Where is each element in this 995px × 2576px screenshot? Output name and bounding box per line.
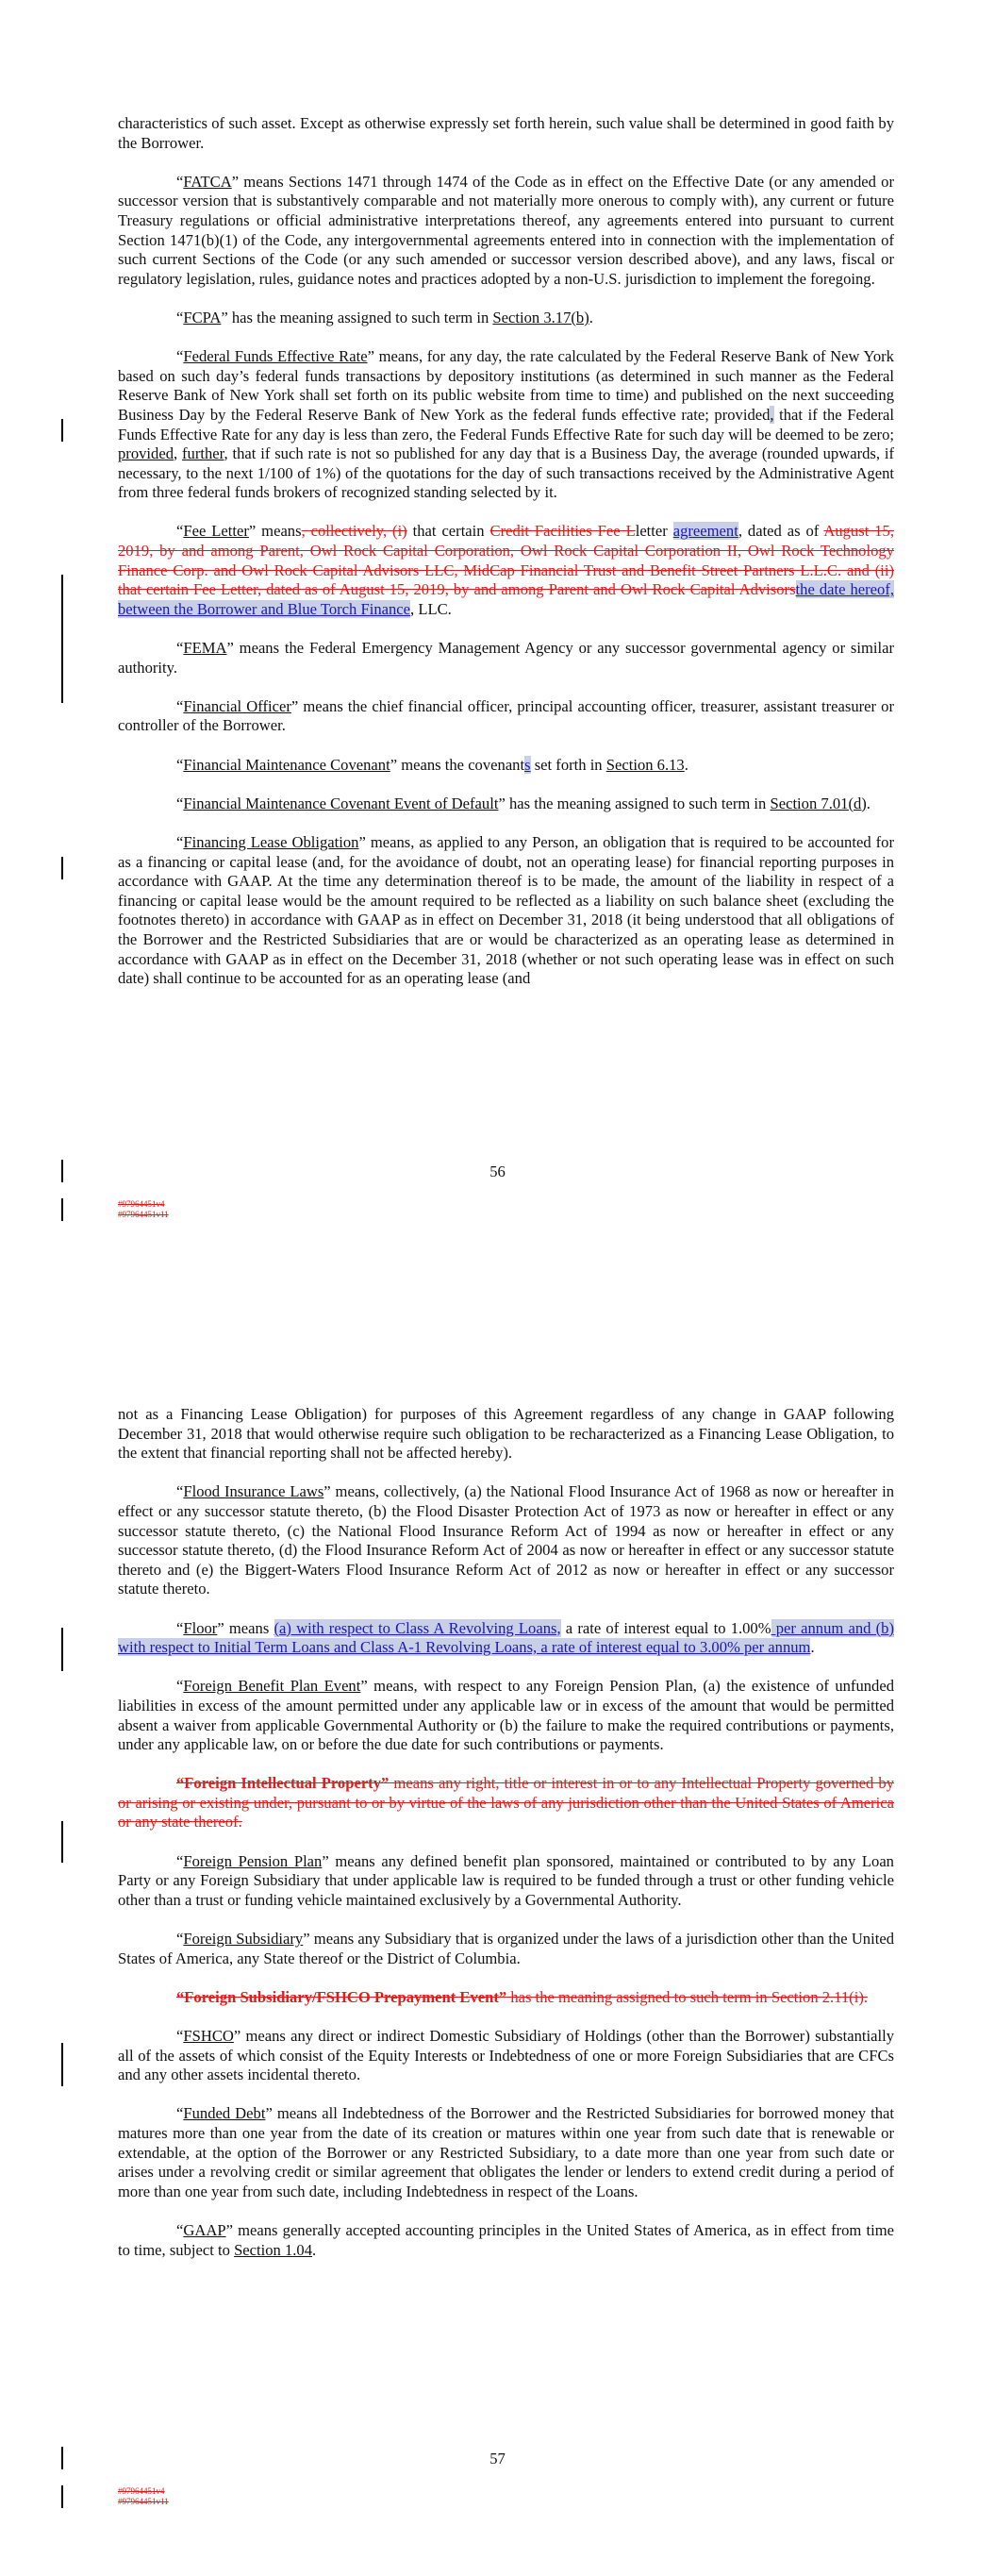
definition-financial-maintenance-covenant-event-of-default: “Financial Maintenance Covenant Event of Default” has the meaning assigned to such term in Section 7.01(d). (176, 794, 871, 812)
defined-term: Financial Officer (183, 696, 291, 715)
section-reference: Section 7.01(d) (770, 794, 867, 812)
definition-fcpa: “FCPA” has the meaning assigned to such term in Section 3.17(b). (176, 308, 593, 326)
definition-financial-maintenance-covenant: “Financial Maintenance Covenant” means the covenants set forth in Section 6.13. (176, 755, 688, 774)
definition-floor: “Floor” means (a) with respect to Class A Revolving Loans, a rate of interest equal to 1.00% per annum and (b) with respect to Initial Term Loans and Class A-1 Revolving Loans, a rate of interest equal to 3.00% per annum. (118, 1618, 894, 1657)
inserted-text: the date hereof, between the Borrower and Blue Torch Finance (118, 580, 894, 618)
defined-term: Financial Maintenance Covenant (183, 755, 390, 774)
definition-flood-insurance-laws: “Flood Insurance Laws” means, collectively, (a) the National Flood Insurance Act of 1968 as now or hereafter in effect or any successor statute thereto, (b) the Flood Disaster Protection Act of 1973 as now or hereafter in effect or any successor statute thereto, (c) the National Flood Insurance Reform Act of 1994 as now or hereafter in effect or any successor statute thereto, (d) the Flood Insurance Reform Act of 2004 as now or hereafter in effect or any successor statute thereto and (e) the Biggert-Waters Flood Insurance Reform Act of 2012 as now or hereafter in effect or any successor statute thereto. (118, 1482, 894, 1598)
page-number: 57 (489, 2450, 506, 2467)
definition-foreign-intellectual-property-deleted (118, 1774, 894, 1832)
definition-funded-debt: “Funded Debt” means all Indebtedness of the Borrower and the Restricted Subsidiaries for borrowed money that matures more than one year from the date of its creation or matures within one year from such date that is renewable or extendable, at the option of the Borrower or any Restricted Subsidiary, to a date more than one year from such date or arises under a revolving credit or similar agreement that obligates the lender or lenders to extend credit during a period of more than one year from such date, including Indebtedness in respect of the Loans. (118, 2104, 895, 2200)
defined-term: Fee Letter (183, 522, 249, 541)
inserted-text: per annum and (b) with respect to Initial Term Loans and Class A-1 Revolving Loans, a rate of interest equal to 3.00% per annum (118, 1618, 894, 1657)
definition-financial-officer: “Financial Officer” means the chief financial officer, principal accounting officer, treasurer, assistant treasurer or controller of the Borrower. (118, 696, 894, 735)
defined-term: Floor (183, 1618, 218, 1637)
definition-fee-letter: “Fee Letter” means, collectively, (i) that certain Credit Facilities Fee Lletter agreement, dated as of August 15, 2019, by and among Parent, Owl Rock Capital Corporation, Owl Rock Capital Corporation II, Owl Rock Technology Finance Corp. and Owl Rock Capital Advisors LLC, MidCap Financial Trust and Benefit Street Partners L.L.C. and (ii) that certain Fee Letter, dated as of August 15, 2019, by and among Parent and Owl Rock Capital Advisorsthe date hereof, between the Borrower and Blue Torch Finance, LLC. (118, 522, 894, 618)
defined-term: Foreign Pension Plan (183, 1851, 323, 1870)
document-id: #97964451v11 (118, 1210, 169, 1219)
defined-term: Flood Insurance Laws (183, 1482, 324, 1501)
page-57 (0, 1288, 995, 2576)
page-number: 56 (489, 1163, 506, 1180)
deleted-text: August 15, 2019, by and among Parent, Owl Rock Capital Corporation, Owl Rock Capital Corporation II, Owl Rock Technology Finance Corp. and Owl Rock Capital Advisors LLC, MidCap Financial Trust and Benefit Street Partners L.L.C. and (ii) that certain Fee Letter, dated as of August 15, 2019, by and among Parent and Owl Rock Capital Advisors (118, 522, 894, 599)
definition-gaap: “GAAP” means generally accepted accounting principles in the United States of America, as in effect from time to time, subject to Section 1.04. (118, 2220, 894, 2259)
definition-foreign-pension-plan: “Foreign Pension Plan” means any defined benefit plan sponsored, maintained or contributed to by any Loan Party or any Foreign Subsidiary that under applicable law is required to be funded through a trust or other funding vehicle other than a trust or funding vehicle maintained exclusively by a Governmental Authority. (118, 1851, 894, 1909)
defined-term: GAAP (183, 2220, 226, 2239)
change-bar (61, 575, 63, 703)
page-56-body (118, 114, 894, 1008)
document-id: #97964451v4 (118, 2486, 165, 2496)
change-bar (61, 857, 63, 879)
deleted-text: has the meaning assigned to such term in Section 2.11(i). (506, 1987, 868, 2006)
defined-term: FATCA (183, 172, 232, 191)
change-bar (61, 1198, 63, 1221)
inserted-text: agreement (672, 522, 738, 541)
defined-term: Foreign Subsidiary (183, 1930, 304, 1949)
document-id: #97964451v4 (118, 1199, 165, 1209)
inserted-text: (a) with respect to Class A Revolving Loans, (274, 1618, 561, 1637)
deleted-defined-term: “Foreign Intellectual Property” (176, 1774, 390, 1793)
page-57-body (118, 1405, 894, 2280)
section-reference: Section 3.17(b) (492, 308, 589, 326)
defined-term: Financing Lease Obligation (183, 832, 359, 851)
paragraph-continuation: characteristics of such asset. Except as otherwise expressly set forth herein, such value shall be determined in good faith by the Borrower. (118, 114, 894, 152)
deleted-defined-term: “Foreign Subsidiary/FSHCO Prepayment Event” (176, 1987, 507, 2006)
definition-federal-funds-effective-rate: “Federal Funds Effective Rate” means, for any day, the rate calculated by the Federal Reserve Bank of New York based on such day’s federal funds transactions by depository institutions (as determined in such manner as the Federal Reserve Bank of New York shall set forth on its public website from time to time) and published on the next succeeding Business Day by the Federal Reserve Bank of New York as the federal funds effective rate; provided, that if the Federal Funds Effective Rate for any day is less than zero, the Federal Funds Effective Rate for such day will be deemed to be zero; provided, further, that if such rate is not so published for any day that is a Business Day, the average (rounded upwards, if necessary, to the next 1/100 of 1%) of the quotations for the day of such transactions received by the Administrative Agent from three federal funds brokers of recognized standing selected by it. (118, 347, 894, 502)
definition-financing-lease-obligation: “Financing Lease Obligation” means, as applied to any Person, an obligation that is required to be accounted for as a financing or capital lease (and, for the avoidance of doubt, not an operating lease) for financial reporting purposes in accordance with GAAP. At the time any determination thereof is to be made, the amount of the liability in respect of a financing or capital lease would be the amount required to be reflected as a liability on such balance sheet (excluding the footnotes thereto) in accordance with GAAP as in effect on December 31, 2018 (it being understood that all obligations of the Borrower and the Restricted Subsidiaries that are or would be characterized as an operating lease as determined in accordance with GAAP as in effect on the December 31, 2018 (whether or not such operating lease was in effect on such date) shall continue to be accounted for as an operating lease (and (118, 832, 894, 988)
defined-term: Funded Debt (183, 2104, 266, 2123)
inserted-text: s (524, 755, 531, 774)
section-reference: Section 1.04 (234, 2240, 313, 2259)
document-id: #97964451v11 (118, 2497, 169, 2506)
paragraph-continuation: not as a Financing Lease Obligation) for purposes of this Agreement regardless of any change in GAAP following December 31, 2018 that would otherwise require such obligation to be recharacterized as a Financing Lease Obligation, to the extent that financial reporting shall not be affected hereby). (118, 1405, 894, 1463)
change-bar (61, 2485, 63, 2508)
change-bar (61, 1821, 63, 1863)
definition-fshco: “FSHCO” means any direct or indirect Domestic Subsidiary of Holdings (other than the Borrower) substantially all of the assets of which consist of the Equity Interests or Indebtedness of one or more Foreign Subsidiaries that are CFCs and any other assets incidental thereto. (118, 2027, 894, 2084)
defined-term: Financial Maintenance Covenant Event of Default (183, 794, 499, 812)
definition-fema: “FEMA” means the Federal Emergency Management Agency or any successor governmental agency or similar authority. (118, 639, 894, 677)
deleted-text: , collectively, (i) (301, 522, 407, 541)
deleted-text: means any right, title or interest in or to any Intellectual Property governed by or arising or existing under, pursuant to or by virtue of the laws of any jurisdiction other than the United States of America or any state thereof. (118, 1774, 894, 1832)
section-reference: Section 6.13 (605, 755, 685, 774)
change-bar (61, 2043, 63, 2086)
defined-term: FSHCO (183, 2027, 234, 2045)
defined-term: Foreign Benefit Plan Event (183, 1677, 361, 1696)
defined-term: FCPA (183, 308, 222, 326)
change-bar (61, 1628, 63, 1671)
defined-term: FEMA (183, 639, 227, 658)
change-bar (61, 419, 63, 442)
definition-fatca: “FATCA” means Sections 1471 through 1474 of the Code as in effect on the Effective Date (or any amended or successor version that is substantively comparable and not materially more onerous to comply with), any current or future Treasury regulations or official administrative interpretations thereof, any agreements entered into pursuant to current Section 1471(b)(1) of the Code, any intergovernmental agreements entered into in connection with the implementation of such current Sections of the Code (or any such amended or successor version described above), and any laws, fiscal or regulatory legislation, rules, guidance notes and practices adopted by a non-U.S. jurisdiction to implement the foregoing. (118, 172, 894, 288)
deleted-text: Credit Facilities Fee L (489, 522, 636, 541)
definition-foreign-subsidiary-fshco-prepayment-event-deleted (118, 1988, 894, 2008)
definition-foreign-benefit-plan-event: “Foreign Benefit Plan Event” means, with respect to any Foreign Pension Plan, (a) the existence of unfunded liabilities in excess of the amount permitted under any applicable law or in excess of the amount that would be permitted absent a waiver from applicable Governmental Authority or (b) the failure to make the required contributions or payments, under any applicable law, on or before the due date for such contributions or payments. (118, 1677, 894, 1754)
defined-term: Federal Funds Effective Rate (183, 347, 368, 366)
definition-foreign-subsidiary: “Foreign Subsidiary” means any Subsidiary that is organized under the laws of a jurisdiction other than the United States of America, any State thereof or the District of Columbia. (118, 1930, 894, 1967)
